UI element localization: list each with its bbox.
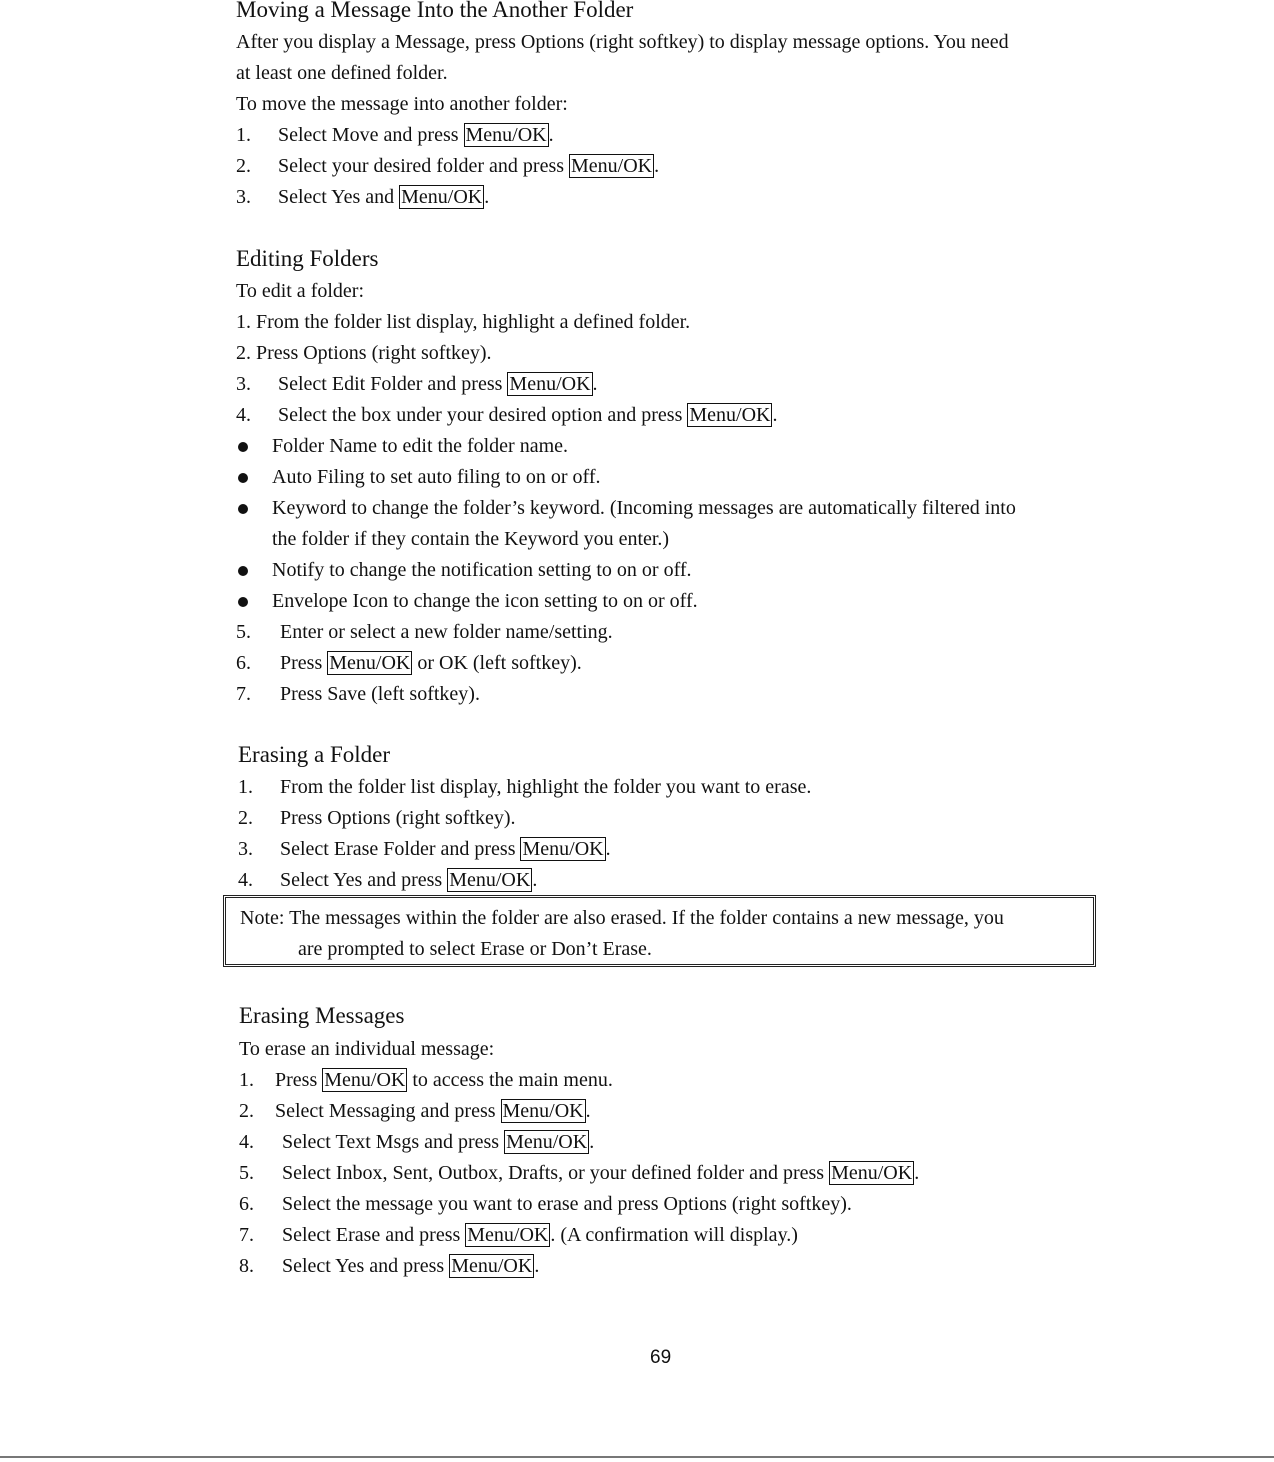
section-heading-moving-message: Moving a Message Into the Another Folder xyxy=(236,0,634,22)
list-item: 2. Press Options (right softkey). xyxy=(236,342,492,364)
paragraph: at least one defined folder. xyxy=(236,62,448,84)
list-item: 1. Select Move and press Menu/OK . xyxy=(236,124,554,146)
list-item: 1. Press Menu/OK to access the main menu. xyxy=(239,1069,613,1091)
menu-ok-key: Menu/OK xyxy=(509,373,591,395)
bullet-item: Folder Name to edit the folder name. xyxy=(236,433,568,459)
list-item: 3. Select Erase Folder and press Menu/OK . xyxy=(238,838,611,860)
menu-ok-key: Menu/OK xyxy=(465,124,547,146)
menu-ok-key: Menu/OK xyxy=(451,1255,533,1277)
page-number: 69 xyxy=(650,1347,672,1368)
menu-ok-key: Menu/OK xyxy=(689,404,771,426)
list-item: 4. Select Text Msgs and press Menu/OK . xyxy=(239,1131,595,1153)
list-item: 6. Select the message you want to erase and press Options (right softkey). xyxy=(239,1193,852,1215)
menu-ok-key: Menu/OK xyxy=(449,869,531,891)
bullet-icon xyxy=(238,473,248,483)
paragraph: To move the message into another folder: xyxy=(236,93,568,115)
bullet-continuation: the folder if they contain the Keyword you enter.) xyxy=(272,528,670,550)
bullet-item: Envelope Icon to change the icon setting to on or off. xyxy=(236,588,698,614)
bullet-icon xyxy=(238,597,248,607)
menu-ok-key: Menu/OK xyxy=(522,838,604,860)
paragraph: To edit a folder: xyxy=(236,280,364,302)
note-text: are prompted to select Erase or Don’t Erase. xyxy=(298,938,652,960)
bullet-icon xyxy=(238,504,248,514)
list-item: 8. Select Yes and press Menu/OK . xyxy=(239,1255,540,1277)
list-item: 3. Select Edit Folder and press Menu/OK . xyxy=(236,373,598,395)
menu-ok-key: Menu/OK xyxy=(831,1162,913,1184)
list-item: 4. Select Yes and press Menu/OK . xyxy=(238,869,538,891)
list-item: 7. Select Erase and press Menu/OK . (A confirmation will display.) xyxy=(239,1224,798,1246)
list-item: 3. Select Yes and Menu/OK . xyxy=(236,186,490,208)
bullet-icon xyxy=(238,442,248,452)
list-item: 2. Select Messaging and press Menu/OK . xyxy=(239,1100,591,1122)
bullet-item: Keyword to change the folder’s keyword. (Incoming messages are automatically filtered into xyxy=(236,495,1016,521)
section-heading-erasing-folder: Erasing a Folder xyxy=(238,742,391,767)
bottom-rule xyxy=(0,1456,1274,1458)
menu-ok-key: Menu/OK xyxy=(324,1069,406,1091)
paragraph: After you display a Message, press Options (right softkey) to display message options. You need xyxy=(236,31,1009,53)
paragraph: To erase an individual message: xyxy=(239,1038,495,1060)
bullet-item: Auto Filing to set auto filing to on or off. xyxy=(236,464,601,490)
menu-ok-key: Menu/OK xyxy=(467,1224,549,1246)
list-item: 1. From the folder list display, highlight the folder you want to erase. xyxy=(238,776,812,798)
menu-ok-key: Menu/OK xyxy=(506,1131,588,1153)
list-item: 5. Select Inbox, Sent, Outbox, Drafts, or your defined folder and press Menu/OK . xyxy=(239,1162,920,1184)
bullet-icon xyxy=(238,566,248,576)
menu-ok-key: Menu/OK xyxy=(502,1100,584,1122)
section-heading-editing-folders: Editing Folders xyxy=(236,246,379,271)
list-item: 2. Press Options (right softkey). xyxy=(238,807,516,829)
menu-ok-key: Menu/OK xyxy=(571,155,653,177)
list-item: 7. Press Save (left softkey). xyxy=(236,683,480,705)
menu-ok-key: Menu/OK xyxy=(401,186,483,208)
menu-ok-key: Menu/OK xyxy=(329,652,411,674)
list-item: 5. Enter or select a new folder name/setting. xyxy=(236,621,613,643)
bullet-item: Notify to change the notification setting to on or off. xyxy=(236,557,692,583)
list-item: 6. Press Menu/OK or OK (left softkey). xyxy=(236,652,582,674)
section-heading-erasing-messages: Erasing Messages xyxy=(239,1003,405,1028)
note-box xyxy=(223,895,1096,967)
list-item: 2. Select your desired folder and press Menu/OK . xyxy=(236,155,660,177)
note-text: Note: The messages within the folder are also erased. If the folder contains a new message, you xyxy=(240,907,1004,929)
list-item: 1. From the folder list display, highlight a defined folder. xyxy=(236,311,691,333)
list-item: 4. Select the box under your desired option and press Menu/OK . xyxy=(236,404,778,426)
